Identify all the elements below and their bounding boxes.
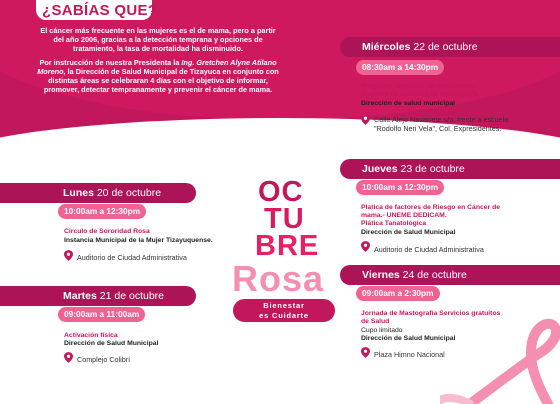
logo-line-1: OC: [258, 176, 304, 208]
location-martes: Complejo Colibrí: [77, 355, 131, 364]
event-lunes: Circulo de Sororidad Rosa: [64, 228, 150, 235]
organizer-viernes: Dirección de Salud Municipal: [361, 335, 456, 342]
presidenta-name: Ing. Gretchen Alyne Atilano Moreno,: [37, 58, 277, 76]
location-jueves: Auditorio de Ciudad Administrativa: [374, 245, 484, 254]
event-viernes-2: de Salud: [361, 318, 390, 325]
logo-tagline-2: es Cuidarte: [259, 311, 309, 320]
organizer-miercoles: Dirección de salud municipal: [361, 100, 456, 107]
location-viernes: Plaza Himno Nacional: [374, 350, 445, 359]
location-miercoles-1: Calle Alejo Navarrete s/n, frente a escuela: [374, 115, 509, 124]
logo-tagline-1: Bienestar: [263, 301, 305, 310]
event-jueves-2: mama.- UNEME DEDICAM.: [361, 212, 447, 219]
location-pin-icon: [361, 241, 370, 252]
logo-line-2: TU: [264, 203, 305, 235]
location-pin-icon: [64, 352, 73, 363]
location-pin-icon: [64, 250, 73, 261]
event-miercoles-1: Programa bienestar en movimiento.: [361, 83, 477, 90]
organizer-lunes: Instancia Municipal de la Mujer Tizayuquense.: [64, 237, 213, 244]
intro-rest: la Dirección de Salud Municipal de Tizayuca en conjunto con distintas áreas se celebraran 4 días con el objetivo de informar, promover, detectar tempranamente y prevenir el cáncer de mama.: [43, 67, 279, 94]
day-label-martes: Martes 21 de octubre: [63, 290, 164, 302]
logo-rosa: Rosa: [232, 258, 325, 299]
note-viernes: Cupo limitado: [361, 327, 403, 334]
day-label-viernes: Viernes 24 de octubre: [362, 269, 467, 281]
intro-text: [36, 26, 280, 99]
day-label-miercoles: Miércoles 22 de octubre: [362, 41, 478, 53]
pink-ribbon-icon: [440, 312, 560, 404]
intro-lead: Por instrucción de nuestra Presidenta la: [39, 58, 180, 67]
event-jueves-3: Plática Tanatológica: [361, 220, 427, 227]
day-label-lunes: Lunes 20 de octubre: [63, 187, 162, 199]
location-pin-icon: [361, 114, 370, 125]
event-martes: Activación física: [64, 332, 118, 339]
location-pin-icon: [361, 347, 370, 358]
time-martes: 09:00am a 11:00am: [58, 307, 145, 322]
intro-paragraph-2: [36, 58, 280, 94]
event-miercoles-2: Registro de solicitud de mastografía.: [361, 91, 481, 98]
location-miercoles-2: "Rodolfo Neri Vela", Col. Expresidentes.: [374, 124, 502, 133]
time-jueves: 10:00am a 12:30pm: [356, 180, 444, 195]
time-miercoles: 08:30am a 14:30pm: [356, 60, 444, 75]
page-title: ¿SABÍAS QUE?: [42, 2, 158, 19]
logo-line-3: BRE: [255, 230, 320, 262]
day-label-jueves: Jueves 23 de octubre: [362, 163, 465, 175]
time-viernes: 09:00am a 2:30pm: [356, 286, 440, 301]
intro-paragraph-1: El cáncer más frecuente en las mujeres es el de mama, pero a partir del año 2006, gracias a la detección temprana y opciones de tratamiento, la tasa de mortalidad ha disminuido.: [40, 26, 276, 53]
event-jueves-1: Platica de factores de Riesgo en Cáncer de: [361, 204, 501, 211]
organizer-martes: Dirección de Salud Municipal: [64, 340, 159, 347]
event-viernes-1: Jornada de Mastografía Servicios gratuitos: [361, 310, 501, 317]
organizer-jueves: Dirección de Salud Municipal: [361, 229, 456, 236]
time-lunes: 10:00am a 12:30pm: [58, 204, 146, 219]
location-lunes: Auditorio de Ciudad Administrativa: [77, 253, 187, 262]
